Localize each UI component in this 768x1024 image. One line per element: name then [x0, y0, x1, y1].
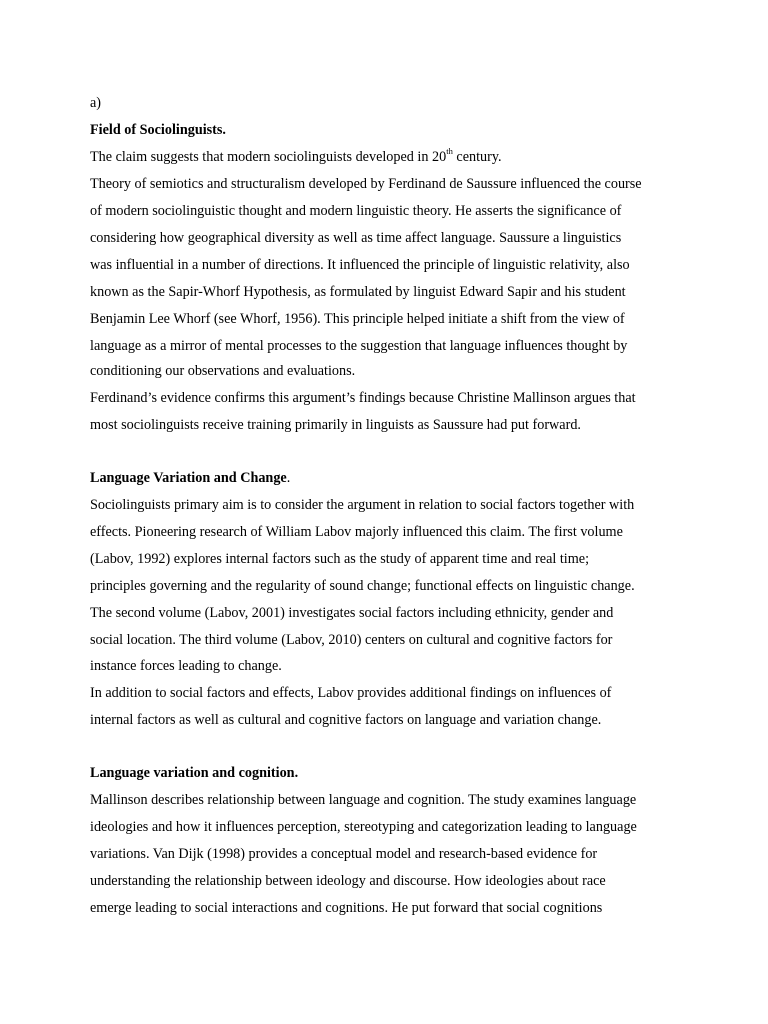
intro-sentence: [90, 146, 502, 165]
paragraph-line: internal factors as well as cultural and cognitive factors on language and variation change.: [90, 712, 602, 728]
paragraph-line: variations. Van Dijk (1998) provides a conceptual model and research-based evidence for: [90, 846, 598, 862]
paragraph-line: of modern sociolinguistic thought and modern linguistic theory. He asserts the significance of: [90, 203, 622, 219]
heading-language-variation-and-change: Language Variation and Change: [90, 470, 287, 486]
heading-language-variation-and-cognition: Language variation and cognition.: [90, 765, 299, 781]
section-label-a: a): [90, 95, 102, 111]
paragraph-line: conditioning our observations and evaluations.: [90, 363, 356, 379]
heading-period: .: [286, 470, 291, 486]
paragraph-line: The second volume (Labov, 2001) investigates social factors including ethnicity, gender and: [90, 605, 614, 621]
paragraph-line: known as the Sapir-Whorf Hypothesis, as formulated by linguist Edward Sapir and his student: [90, 284, 626, 300]
paragraph-line: Ferdinand’s evidence confirms this argument’s findings because Christine Mallinson argues that: [90, 390, 636, 406]
paragraph-line: effects. Pioneering research of William Labov majorly influenced this claim. The first volume: [90, 524, 623, 540]
heading-language-variation-and-change-line: [90, 470, 290, 486]
paragraph-line: Mallinson describes relationship between language and cognition. The study examines language: [90, 792, 637, 808]
heading-field-of-sociolinguists: Field of Sociolinguists.: [90, 122, 226, 138]
paragraph-line: principles governing and the regularity of sound change; functional effects on linguistic change.: [90, 578, 635, 594]
intro-text-before: The claim suggests that modern sociolinguists developed in 20: [90, 149, 447, 165]
paragraph-line: emerge leading to social interactions and cognitions. He put forward that social cognitions: [90, 900, 603, 916]
paragraph-line: ideologies and how it influences perception, stereotyping and categorization leading to language: [90, 819, 637, 835]
paragraph-line: considering how geographical diversity as well as time affect language. Saussure a linguistics: [90, 230, 622, 246]
paragraph-line: Theory of semiotics and structuralism developed by Ferdinand de Saussure influenced the course: [90, 176, 642, 192]
paragraph-line: language as a mirror of mental processes to the suggestion that language influences thought by: [90, 338, 628, 354]
paragraph-line: Benjamin Lee Whorf (see Whorf, 1956). This principle helped initiate a shift from the view of: [90, 311, 625, 327]
paragraph-line: Sociolinguists primary aim is to consider the argument in relation to social factors together with: [90, 497, 635, 513]
intro-superscript: th: [446, 146, 453, 157]
paragraph-line: understanding the relationship between ideology and discourse. How ideologies about race: [90, 873, 606, 889]
paragraph-line: was influential in a number of directions. It influenced the principle of linguistic relativity, also: [90, 257, 630, 273]
paragraph-line: In addition to social factors and effects, Labov provides additional findings on influences of: [90, 685, 612, 701]
paragraph-line: (Labov, 1992) explores internal factors such as the study of apparent time and real time;: [90, 551, 590, 567]
intro-text-after: century.: [452, 149, 502, 165]
paragraph-line: instance forces leading to change.: [90, 658, 282, 674]
paragraph-line: most sociolinguists receive training primarily in linguists as Saussure had put forward.: [90, 417, 581, 433]
paragraph-line: social location. The third volume (Labov, 2010) centers on cultural and cognitive factors for: [90, 632, 613, 648]
